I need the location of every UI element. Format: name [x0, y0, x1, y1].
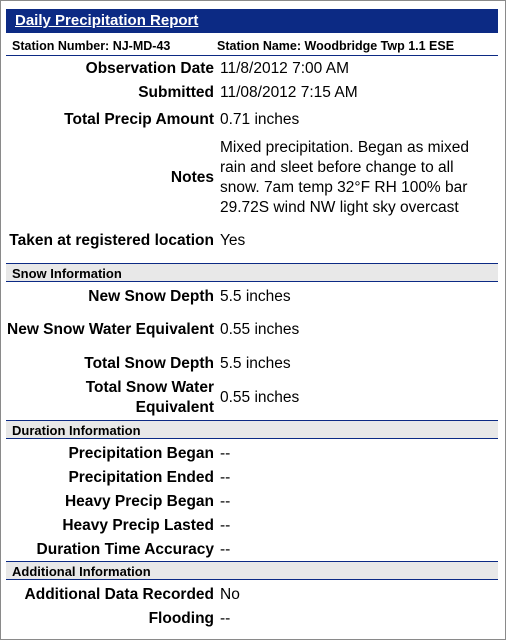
field-label: Taken at registered location [9, 232, 214, 249]
field-row-heavy-began [6, 492, 498, 512]
station-row [6, 36, 498, 56]
field-row-time-accuracy [6, 540, 498, 560]
station-number: Station Number: NJ-MD-43 [12, 38, 171, 53]
field-row-heavy-lasted [6, 516, 498, 536]
field-label: New Snow Water Equivalent [7, 321, 214, 338]
field-row-flooding [6, 609, 498, 629]
field-label: Submitted [138, 84, 214, 101]
field-row-total-snow-depth [6, 354, 498, 374]
notes-value: Mixed precipitation. Began as mixed rain and sleet before change to all snow. 7am temp 32°F RH 100% bar 29.72S wind NW light sky overcast [220, 139, 469, 216]
field-value: -- [220, 445, 231, 462]
field-label: Precipitation Ended [68, 469, 214, 486]
field-row-observation-date [6, 59, 498, 79]
field-row-new-snow-water [6, 310, 498, 350]
field-value: 0.71 inches [220, 111, 300, 128]
report-title-link[interactable]: Daily Precipitation Report [15, 12, 199, 29]
field-label: Duration Time Accuracy [36, 541, 214, 558]
field-label: Flooding [148, 610, 214, 627]
field-label: New Snow Depth [88, 288, 214, 305]
field-value: -- [220, 493, 231, 510]
field-row-total-snow-water [6, 378, 498, 418]
field-row-precip-ended [6, 468, 498, 488]
field-label: Total Snow Depth [84, 355, 214, 372]
field-row-submitted [6, 83, 498, 103]
field-value: No [220, 586, 240, 603]
field-label: Precipitation Began [68, 445, 214, 462]
field-row-additional-data [6, 585, 498, 605]
field-row-total-precip [6, 110, 498, 130]
field-value: -- [220, 469, 231, 486]
field-value: Yes [220, 232, 246, 249]
field-row-notes [6, 137, 498, 219]
field-value: 5.5 inches [220, 355, 291, 372]
field-label: Heavy Precip Lasted [62, 517, 214, 534]
field-label: Additional Data Recorded [24, 586, 214, 603]
field-value: 11/8/2012 7:00 AM [220, 60, 349, 77]
field-value: -- [220, 517, 231, 534]
field-value: -- [220, 541, 231, 558]
field-row-new-snow-depth [6, 287, 498, 307]
field-value: 5.5 inches [220, 288, 291, 305]
field-label: Heavy Precip Began [64, 493, 214, 510]
field-row-registered-location [6, 221, 498, 261]
section-header-additional: Additional Information [6, 561, 498, 580]
section-header-snow: Snow Information [6, 263, 498, 282]
field-value: 0.55 inches [220, 321, 300, 338]
field-label: Total Precip Amount [64, 111, 214, 128]
station-name: Station Name: Woodbridge Twp 1.1 ESE [217, 38, 455, 53]
field-row-precip-began [6, 444, 498, 464]
field-label: Observation Date [85, 60, 214, 77]
section-header-duration: Duration Information [6, 420, 498, 439]
field-value: 0.55 inches [220, 389, 300, 406]
field-value: 11/08/2012 7:15 AM [220, 84, 358, 101]
field-value: -- [220, 610, 231, 627]
title-bar [6, 9, 498, 33]
field-label: Total Snow Water Equivalent [85, 379, 214, 416]
field-label: Notes [170, 169, 214, 186]
